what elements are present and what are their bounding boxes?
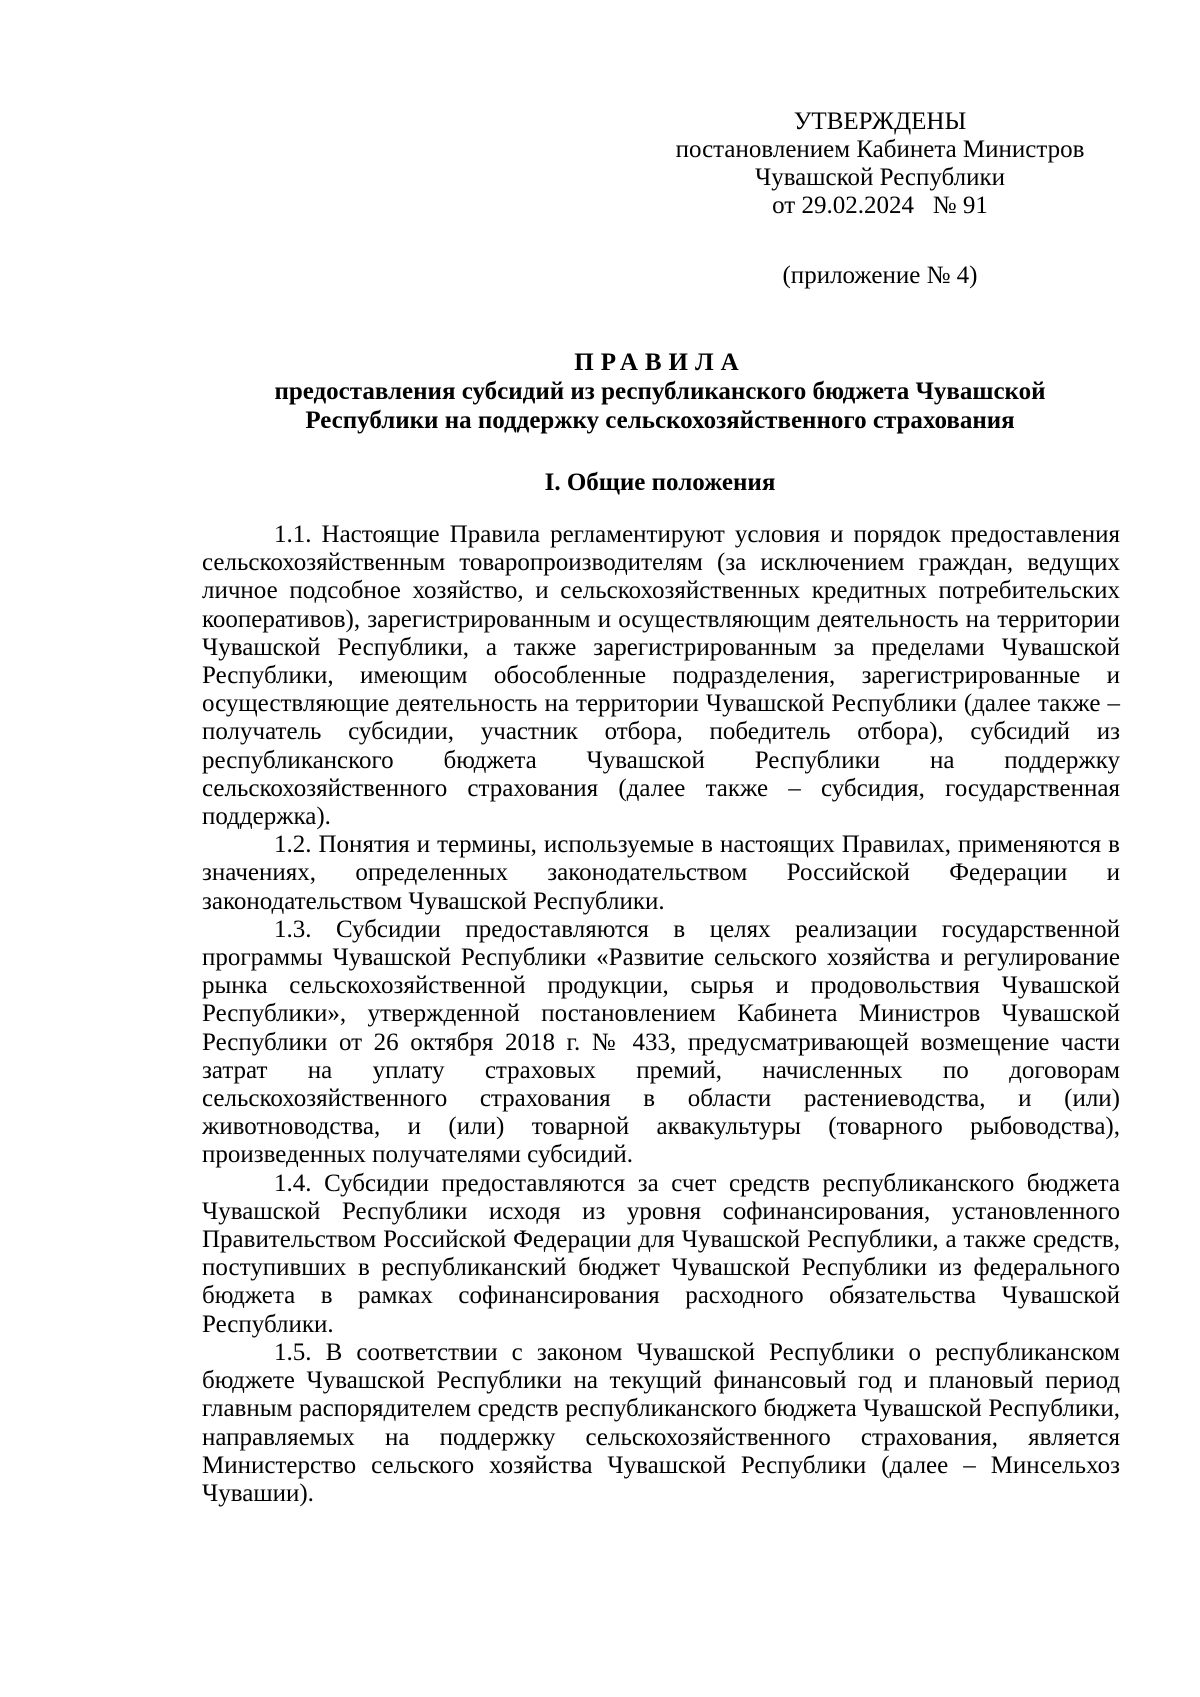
section-heading: I. Общие положения [544,469,776,496]
approval-authority: постановлением Кабинета Министров [675,136,1085,163]
section-body [202,521,1120,1508]
title-subtitle-line2: Республики на поддержку сельскохозяйственного страхования [305,407,1015,434]
paragraph-1-5: 1.5. В соответствии с законом Чувашской Республики о республиканском бюджете Чувашской Республики на текущий финансовый год и плановый период главным распорядителем средств республиканского бюджета Чувашской Республики, направляемых на поддержку сельскохозяйственного страхования, является Министерство сельского хозяйства Чувашской Республики (далее – Минсельхоз Чувашии). [202,1338,1120,1507]
paragraph-1-2: 1.2. Понятия и термины, используемые в настоящих Правилах, применяются в значениях, определенных законодательством Российской Федерации и законодательством Чувашской Республики. [202,831,1120,915]
title-subtitle-line1: предоставления субсидий из республиканского бюджета Чувашской [274,378,1046,405]
paragraph-1-4: 1.4. Субсидии предоставляются за счет средств республиканского бюджета Чувашской Республики исходя из уровня софинансирования, установленного Правительством Российской Федерации для Чувашской Республики, а также средств, поступивших в республиканский бюджет Чувашской Республики из федерального бюджета в рамках софинансирования расходного обязательства Чувашской Республики. [202,1169,1120,1338]
approval-region: Чувашской Республики [754,164,1006,191]
paragraph-1-3: 1.3. Субсидии предоставляются в целях реализации государственной программы Чувашской Республики «Развитие сельского хозяйства и регулирование рынка сельскохозяйственной продукции, сырья и продовольствия Чувашской Республики», утвержденной постановлением Кабинета Министров Чувашской Республики от 26 октября 2018 г. № 433, предусматривающей возмещение части затрат на уплату страховых премий, начисленных по договорам сельскохозяйственного страхования в области растениеводства, и (или) животноводства, и (или) товарной аквакультуры (товарного рыбоводства), произведенных получателями субсидий. [202,915,1120,1169]
document-title [200,348,1120,435]
appendix-label: (приложение № 4) [782,262,978,289]
paragraph-1-1: 1.1. Настоящие Правила регламентируют условия и порядок предоставления сельскохозяйственным товаропроизводителям (за исключением граждан, ведущих личное подсобное хозяйство, и сельскохозяйственных кредитных потребительских кооперативов), зарегистрированным и осуществляющим деятельность на территории Чувашской Республики, а также зарегистрированным за пределами Чувашской Республики, имеющим обособленные подразделения, зарегистрированные и осуществляющие деятельность на территории Чувашской Республики (далее также – получатель субсидии, участник отбора, победитель отбора), субсидий из республиканского бюджета Чувашской Республики на поддержку сельскохозяйственного страхования (далее также – субсидия, государственная поддержка). [202,521,1120,831]
title-main: ПРАВИЛА [574,349,746,376]
approval-date-number: от 29.02.2024 № 91 [772,192,988,219]
approval-block [640,108,1120,220]
approval-title: УТВЕРЖДЕНЫ [793,108,967,135]
